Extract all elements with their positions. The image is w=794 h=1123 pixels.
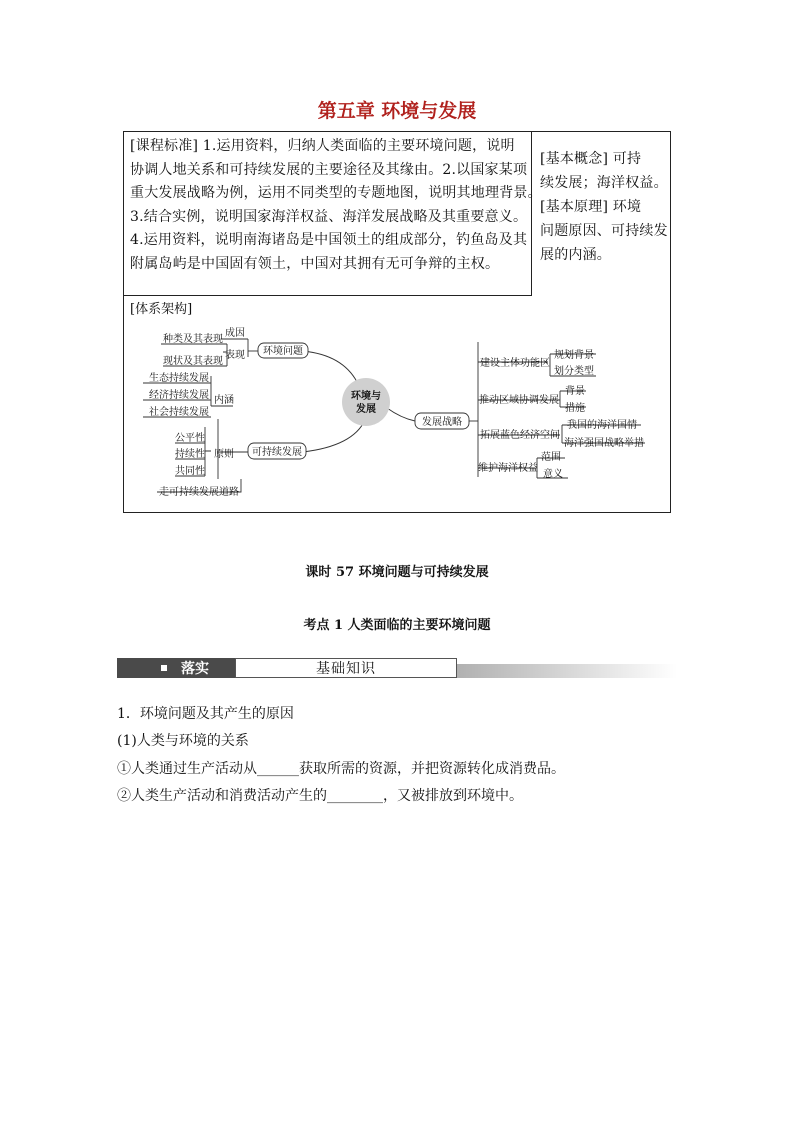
leaf-strategy: 背景 [565,386,585,397]
framework-label: [体系架构] [130,302,193,317]
leaf-strategy: 我国的海洋国情 [567,420,637,431]
section-banner [117,658,677,680]
branch-strategy: 建设主体功能区 [480,358,550,369]
concept-line: [基本原理] 环境 [540,199,642,215]
arc-sustain [303,420,365,452]
branch-strategy: 维护海洋权益 [478,463,538,474]
concept-line: [基本概念] 可持 [540,151,642,167]
label-yuanze: 原则 [214,449,234,460]
label-chengyin: 成因 [225,328,245,339]
section-heading: 1．环境问题及其产生的原因 [117,706,294,722]
concept-line: 展的内涵。 [540,247,611,263]
label-neihan: 内涵 [214,395,234,406]
concept-line: 问题原因、可持续发 [540,223,668,239]
banner-dark-tab [117,658,237,678]
chapter-title: 第五章 环境与发展 [317,100,477,122]
leaf-neihan: 经济持续发展 [149,390,209,401]
leaf-yuanze: 共同性 [175,466,205,477]
leaf-yuanze: 公平性 [175,433,205,444]
question-line: ②人类生产活动和消费活动产生的________，又被排放到环境中。 [117,788,523,804]
center-label-1: 环境与 [351,391,381,402]
leaf-strategy: 海洋强国战略举措 [564,438,644,449]
framework-mindmap [123,296,671,513]
leaf-strategy: 划分类型 [554,366,594,377]
course-standards [130,135,542,276]
standard-line: 4.运用资料，说明南海诸岛是中国领土的组成部分，钓鱼岛及其 [130,232,528,248]
branch-strategy: 拓展蓝色经济空间 [480,430,560,441]
standard-line: 3.结合实例，说明国家海洋权益、海洋发展战略及其重要意义。 [130,208,528,225]
leaf-neihan: 生态持续发展 [149,373,209,384]
label-sustainable: 可持续发展 [252,447,302,458]
node-center [342,378,390,426]
banner-light-tab: 基础知识 [235,658,457,678]
label-strategy: 发展战略 [422,417,462,428]
center-label-2: 发展 [356,404,376,415]
label-env-problem: 环境问题 [263,346,303,357]
square-bullet-icon [161,665,167,671]
standard-line: 重大发展战略为例，运用不同类型的专题地图，说明其地理背景。 [130,185,542,201]
leaf-neihan: 社会持续发展 [149,407,209,418]
basic-concepts [540,147,668,267]
kaodian-title: 考点 1 人类面临的主要环境问题 [303,618,491,633]
standard-line: [课程标准] 1.运用资料，归纳人类面临的主要环境问题，说明 [130,138,515,154]
standard-line: 附属岛屿是中国固有领土，中国对其拥有无可争辩的主权。 [130,255,500,272]
leaf-strategy: 意义 [543,469,563,480]
question-line: ①人类通过生产活动从______获取所需的资源，并把资源转化成消费品。 [117,761,565,777]
label-biaoxian: 表现 [225,350,245,361]
leaf-strategy: 范围 [541,452,561,463]
lesson-title: 课时 57 环境问题与可持续发展 [305,565,489,580]
leaf-yuanze: 持续性 [175,449,205,460]
leaf-strategy: 措施 [565,403,585,414]
leaf-strategy: 规划背景 [554,350,594,361]
branch-strategy: 推动区域协调发展 [479,395,559,406]
arc-strategy [387,408,415,421]
leaf-road: 走可持续发展道路 [159,487,239,498]
banner-dark-label: 落实 [181,661,209,677]
subsection-heading: (1)人类与环境的关系 [117,733,249,749]
concept-line: 续发展；海洋权益。 [540,175,668,191]
leaf-env: 种类及其表现 [163,334,223,345]
standard-line: 协调人地关系和可持续发展的主要途径及其缘由。2.以国家某项 [130,161,528,178]
leaf-env: 现状及其表现 [163,356,223,367]
